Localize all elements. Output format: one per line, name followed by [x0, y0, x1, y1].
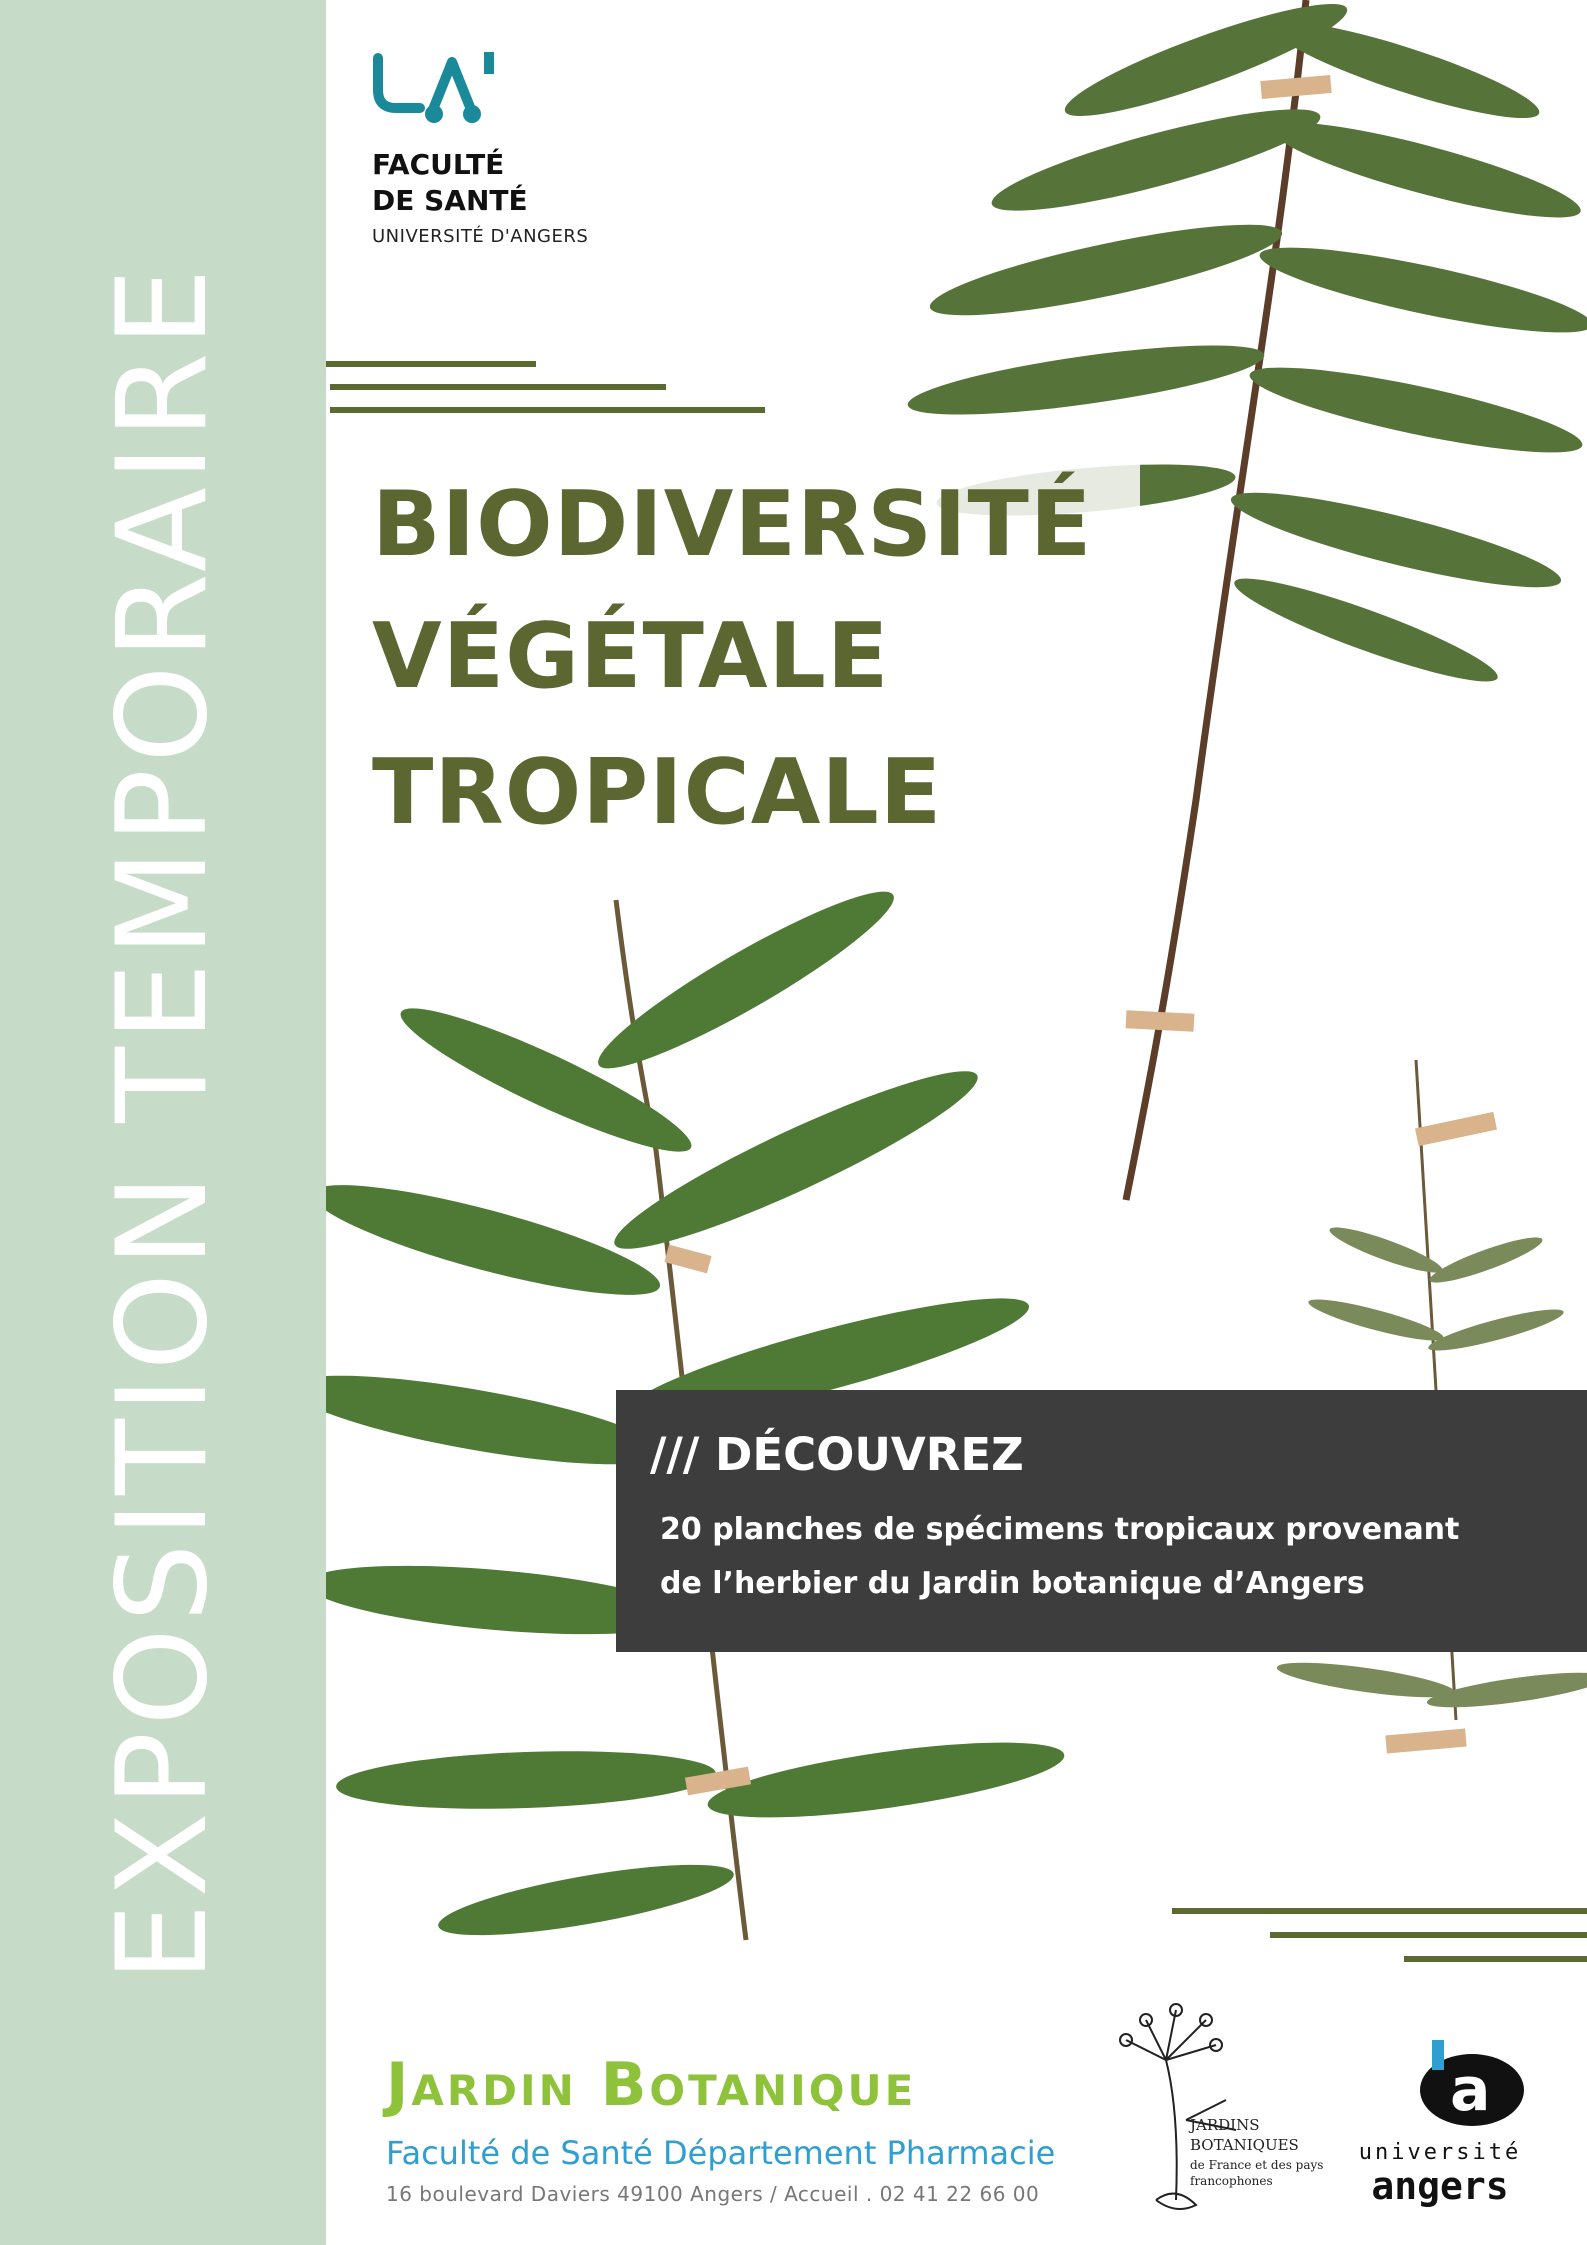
faculty-name-line2: DE SANTÉ — [372, 184, 528, 217]
title-line-1: BIODIVERSITÉ — [372, 472, 1093, 577]
decor-rule-3 — [330, 407, 765, 413]
jardin-botanique-title: Jardin Botanique — [386, 2050, 917, 2120]
university-name: UNIVERSITÉ D'ANGERS — [372, 226, 589, 247]
decor-rule-6 — [1404, 1956, 1587, 1962]
jardins-logo-line4: francophones — [1190, 2174, 1273, 2188]
side-band-text: EXPOSITION TEMPORAIRE — [91, 262, 235, 1982]
discover-text-line1: 20 planches de spécimens tropicaux provenant — [660, 1512, 1460, 1547]
decor-rule-2 — [330, 384, 666, 390]
discover-text-line2: de l’herbier du Jardin botanique d’Angers — [660, 1566, 1365, 1601]
universite-label: université — [1358, 2140, 1522, 2165]
title-line-3: TROPICALE — [372, 740, 943, 845]
svg-text:a: a — [1450, 2055, 1491, 2125]
angers-label: angers — [1371, 2164, 1509, 2208]
jardin-botanique-subtitle: Faculté de Santé Département Pharmacie — [386, 2134, 1056, 2172]
jardin-botanique-address: 16 boulevard Daviers 49100 Angers / Accueil . 02 41 22 66 00 — [386, 2182, 1040, 2206]
jardins-logo-line1: JARDINS — [1190, 2116, 1260, 2134]
decor-rule-1 — [326, 361, 536, 367]
faculty-name-line1: FACULTÉ — [372, 148, 505, 181]
jardins-logo-line3: de France et des pays — [1190, 2158, 1324, 2172]
jardins-logo-line2: BOTANIQUES — [1190, 2136, 1299, 2154]
decor-rule-5 — [1270, 1932, 1587, 1938]
title-line-2: VÉGÉTALE — [372, 604, 890, 709]
universite-angers-logo-icon — [1410, 2038, 1530, 2128]
decor-rule-4 — [1172, 1908, 1587, 1914]
discover-heading: /// DÉCOUVREZ — [650, 1428, 1024, 1481]
